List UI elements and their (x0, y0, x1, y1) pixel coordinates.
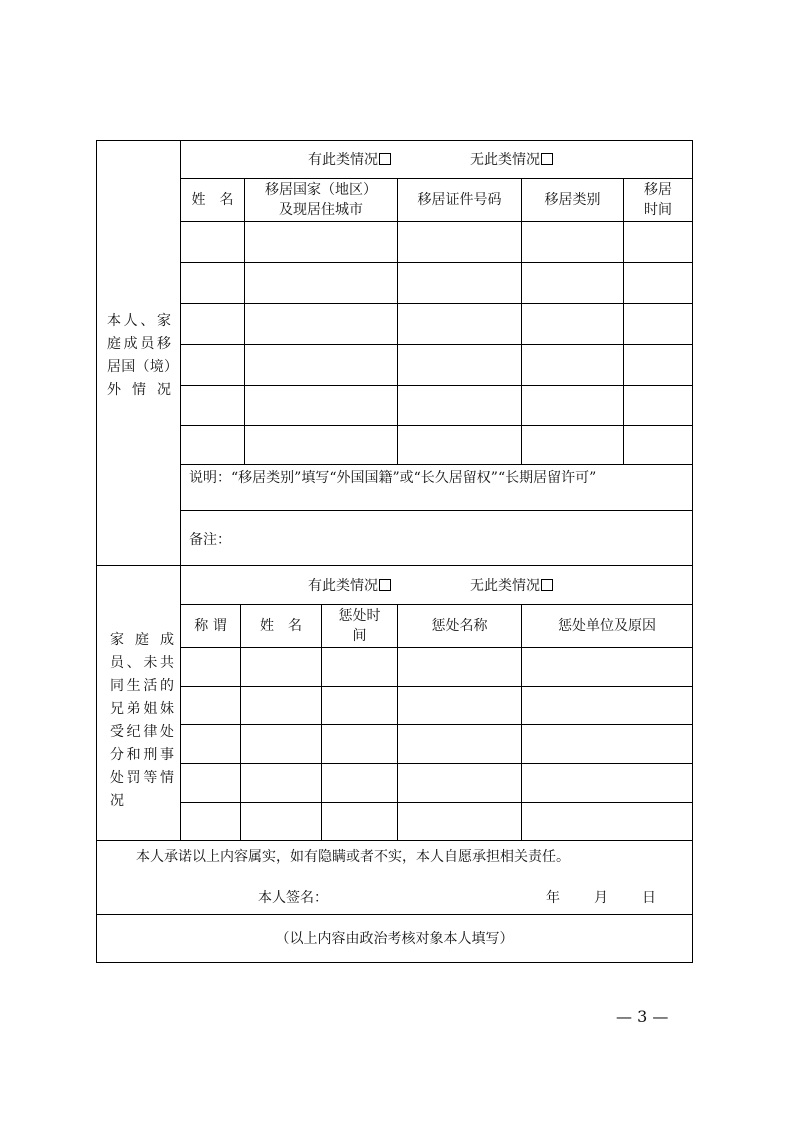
section1-status-no (470, 150, 553, 170)
section2-header-penalty-name: 惩处名称 (431, 618, 488, 634)
date-day: 日 (642, 890, 656, 906)
section2-status-no (470, 576, 553, 596)
section1-column-rule (521, 178, 522, 465)
section2-header-time-line2: 间 (352, 628, 367, 644)
section1-status-rule (180, 178, 693, 179)
section2-row-rule (180, 763, 693, 764)
section2-column-rule (521, 604, 522, 841)
section1-row-rule (180, 344, 693, 345)
section2-row-rule (180, 724, 693, 725)
section1-yes-checkbox[interactable] (379, 153, 391, 165)
section-separator (96, 565, 693, 566)
section2-header-title: 称 谓 (194, 618, 227, 634)
section2-header-name: 姓 名 (260, 618, 302, 634)
section2-side-label: 家庭成员、未共同生活的兄弟姐妹受纪律处分和刑事处罚等情况 (110, 632, 174, 809)
date-month: 月 (594, 890, 608, 906)
section1-column-rule (623, 178, 624, 465)
signature-label: 本人签名： (258, 890, 328, 906)
section1-row-rule (180, 303, 693, 304)
section2-status-yes (308, 576, 391, 596)
section2-status-no-label: 无此类情况 (470, 578, 540, 594)
section2-column-rule (240, 604, 241, 841)
section1-row-rule (180, 262, 693, 263)
section1-header-category: 移居类别 (544, 192, 601, 208)
section1-header-rule (180, 221, 693, 222)
section2-row-rule (180, 802, 693, 803)
page-number: — 3 — (616, 1007, 669, 1026)
section2-yes-checkbox[interactable] (379, 579, 391, 591)
section1-row-rule (180, 425, 693, 426)
section1-header-name: 姓 名 (191, 192, 234, 208)
footer-note: （以上内容由政治考核对象本人填写） (275, 931, 514, 947)
section1-column-rule (244, 178, 245, 465)
footer-top-rule (96, 914, 693, 915)
section1-no-checkbox[interactable] (541, 153, 553, 165)
section1-note-rule (180, 510, 693, 511)
section1-remark: 备注： (189, 532, 231, 548)
section1-column-rule (397, 178, 398, 465)
section1-note: 说明：“移居类别”填写“外国国籍”或“长久居留权”“长期居留许可” (189, 470, 597, 486)
section2-column-rule (397, 604, 398, 841)
table-border-bottom (96, 962, 693, 963)
section1-header-time-line2: 时间 (644, 202, 672, 218)
section2-header-time-line1: 惩处时 (338, 608, 381, 624)
table-border-top (96, 140, 693, 141)
section1-header-time-line1: 移居 (644, 182, 672, 198)
section2-row-rule (180, 686, 693, 687)
section1-row-rule (180, 464, 693, 465)
section2-status-yes-label: 有此类情况 (308, 578, 378, 594)
section1-row-rule (180, 385, 693, 386)
section2-side-divider (180, 565, 181, 841)
section1-header-country-line1: 移居国家（地区） (265, 182, 377, 198)
section1-header-cert-no: 移居证件号码 (417, 192, 502, 208)
section1-side-label: 本人、家庭成员移居国（境）外情况 (107, 313, 171, 398)
section1-header-country-line2: 及现居住城市 (279, 202, 363, 218)
date-year: 年 (546, 890, 560, 906)
section2-no-checkbox[interactable] (541, 579, 553, 591)
section2-header-rule (180, 647, 693, 648)
section1-status-yes-label: 有此类情况 (308, 152, 378, 168)
section1-status-no-label: 无此类情况 (470, 152, 540, 168)
section2-status-rule (180, 604, 693, 605)
commitment-top-rule (96, 840, 693, 841)
commitment-statement: 本人承诺以上内容属实，如有隐瞒或者不实，本人自愿承担相关责任。 (136, 849, 570, 865)
section2-header-unit-reason: 惩处单位及原因 (558, 618, 656, 634)
section1-status-yes (308, 150, 391, 170)
